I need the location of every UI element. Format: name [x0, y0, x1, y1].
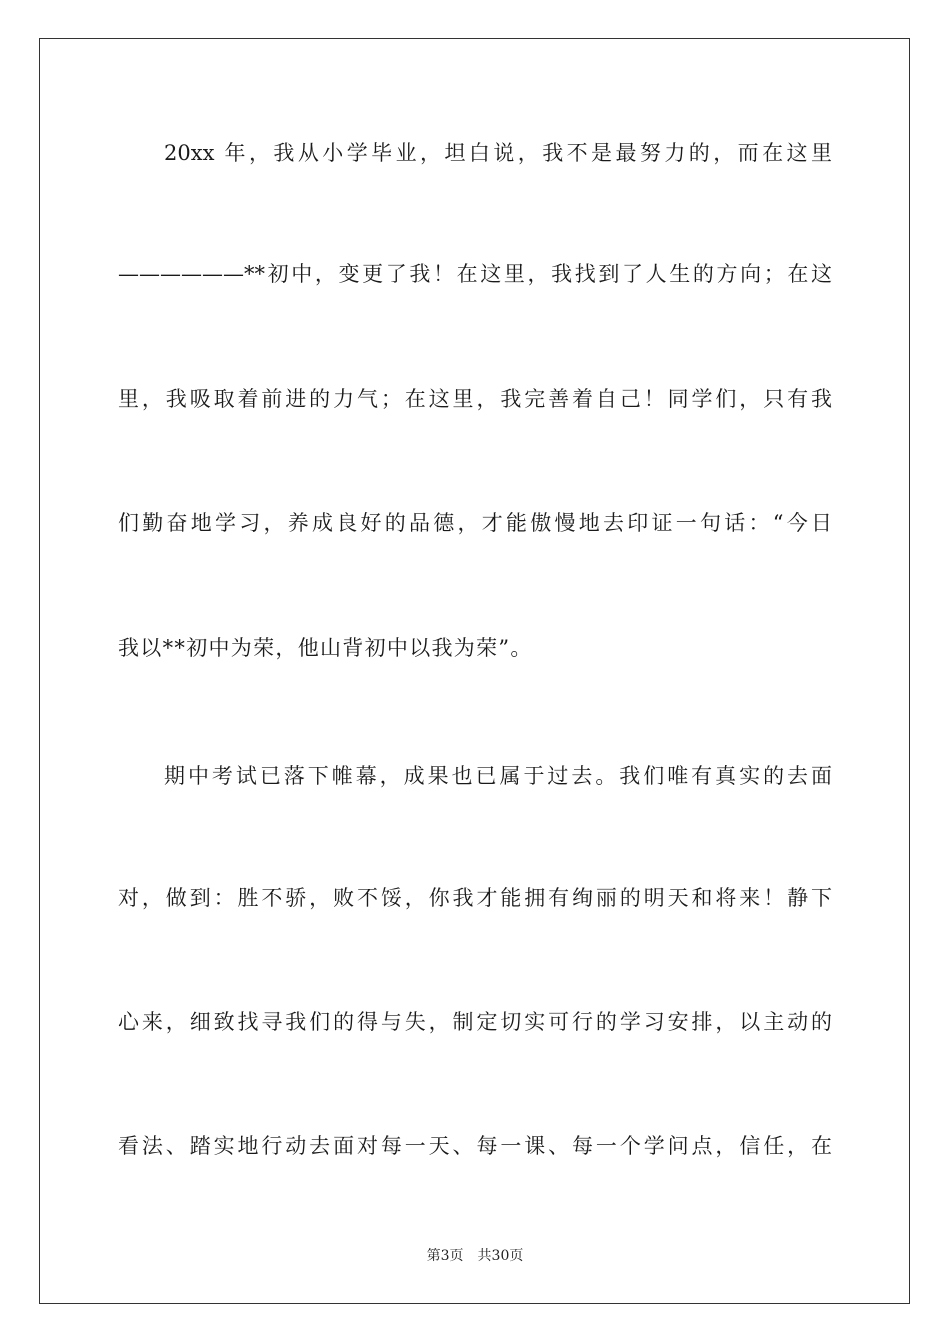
paragraph-2-line-2: 对，做到：胜不骄，败不馁，你我才能拥有绚丽的明天和将来！静下 [118, 886, 832, 910]
page-number: 第3页 [426, 1248, 464, 1264]
paragraph-1-line-5: 我以**初中为荣，他山背初中以我为荣”。 [118, 636, 533, 660]
paragraph-1-line-2: ——————**初中，变更了我！在这里，我找到了人生的方向；在这 [118, 262, 832, 286]
paragraph-2-line-1: 期中考试已落下帷幕，成果也已属于过去。我们唯有真实的去面 [164, 764, 832, 788]
page-footer [0, 1246, 950, 1266]
page-frame [39, 38, 910, 1304]
page-total: 共30页 [477, 1248, 524, 1264]
paragraph-2-line-4: 看法、踏实地行动去面对每一天、每一课、每一个学问点，信任，在 [118, 1134, 832, 1158]
paragraph-1-line-4: 们勤奋地学习，养成良好的品德，才能傲慢地去印证一句话：“今日 [118, 511, 832, 535]
paragraph-2-line-3: 心来，细致找寻我们的得与失，制定切实可行的学习安排，以主动的 [118, 1010, 832, 1034]
paragraph-1-line-3: 里，我吸取着前进的力气；在这里，我完善着自己！同学们，只有我 [118, 387, 832, 411]
paragraph-1-line-1: 20xx 年，我从小学毕业，坦白说，我不是最努力的，而在这里 [164, 141, 832, 165]
